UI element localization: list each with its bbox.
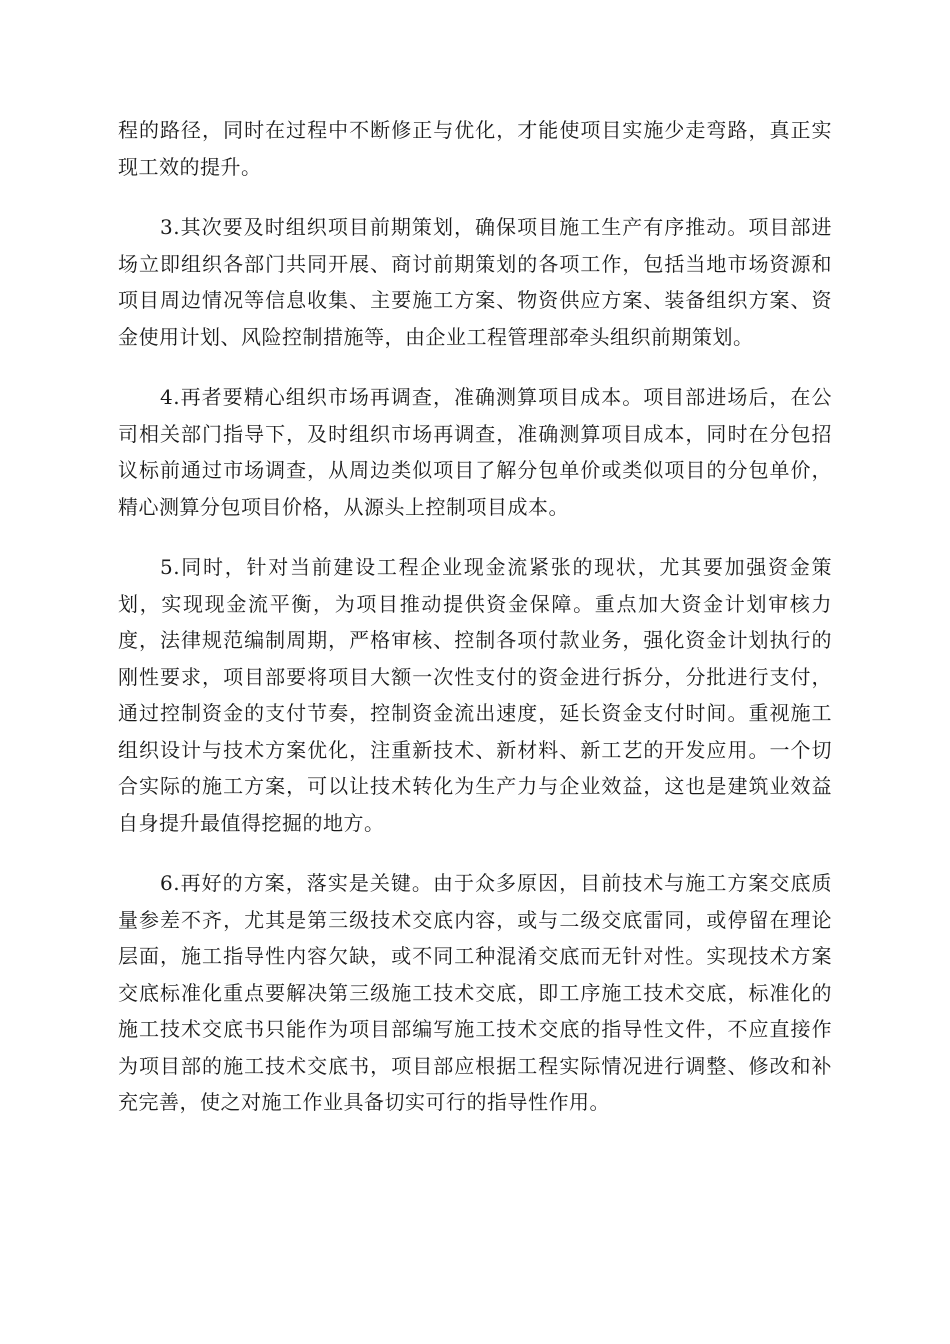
paragraph-item-4: 4.再者要精心组织市场再调查，准确测算项目成本。项目部进场后，在公司相关部门指导下，及时组织市场再调查，准确测算项目成本，同时在分包招议标前通过市场调查，从周边类似项目了解分包单价或类似项目的分包单价，精心测算分包项目价格，从源头上控制项目成本。 xyxy=(118,385,832,519)
paragraph-continuation: 程的路径，同时在过程中不断修正与优化，才能使项目实施少走弯路，真正实现工效的提升。 xyxy=(118,118,832,179)
paragraph-item-6: 6.再好的方案，落实是关键。由于众多原因，目前技术与施工方案交底质量参差不齐，尤其是第三级技术交底内容，或与二级交底雷同，或停留在理论层面，施工指导性内容欠缺，或不同工种混淆交底而无针对性。实现技术方案交底标准化重点要解决第三级施工技术交底，即工序施工技术交底，标准化的施工技术交底书只能作为项目部编写施工技术交底的指导性文件，不应直接作为项目部的施工技术交底书，项目部应根据工程实际情况进行调整、修改和补充完善，使之对施工作业具备切实可行的指导性作用。 xyxy=(118,871,832,1114)
paragraph-item-5: 5.同时，针对当前建设工程企业现金流紧张的现状，尤其要加强资金策划，实现现金流平衡，为项目推动提供资金保障。重点加大资金计划审核力度，法律规范编制周期，严格审核、控制各项付款业务，强化资金计划执行的刚性要求，项目部要将项目大额一次性支付的资金进行拆分，分批进行支付，通过控制资金的支付节奏，控制资金流出速度，延长资金支付时间。重视施工组织设计与技术方案优化，注重新技术、新材料、新工艺的开发应用。一个切合实际的施工方案，可以让技术转化为生产力与企业效益，这也是建筑业效益自身提升最值得挖掘的地方。 xyxy=(118,555,832,835)
document-page xyxy=(118,112,832,1121)
paragraph-item-3: 3.其次要及时组织项目前期策划，确保项目施工生产有序推动。项目部进场立即组织各部门共同开展、商讨前期策划的各项工作，包括当地市场资源和项目周边情况等信息收集、主要施工方案、物资供应方案、装备组织方案、资金使用计划、风险控制措施等，由企业工程管理部牵头组织前期策划。 xyxy=(118,215,832,349)
